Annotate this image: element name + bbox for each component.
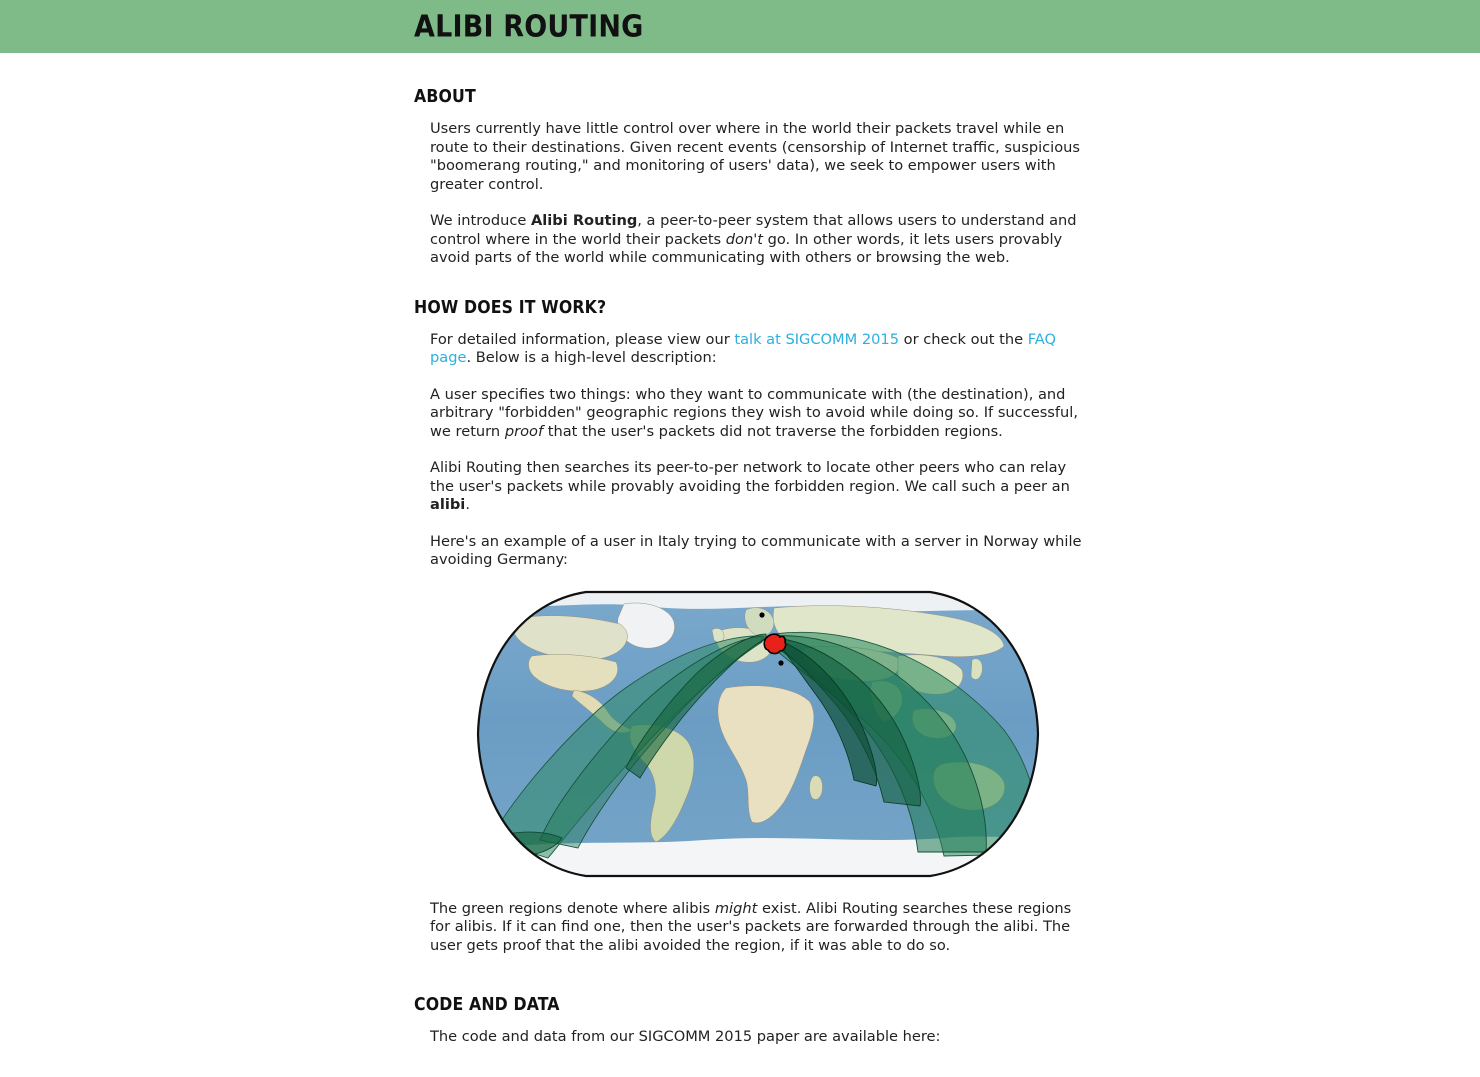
site-header bbox=[0, 0, 1480, 53]
how-p2-text-2: that the user's packets did not traverse the forbidden regions. bbox=[543, 422, 1003, 440]
content-column bbox=[414, 87, 1084, 1077]
section-code-and-data bbox=[414, 995, 1084, 1047]
how-p3-text-2: . bbox=[465, 496, 470, 513]
how-p3-bold: alibi bbox=[430, 496, 466, 513]
how-body bbox=[414, 331, 1084, 956]
how-p1-text-1: For detailed information, please view our bbox=[430, 330, 735, 348]
how-p5-text-2: exist. Alibi Routing searches these regions for alibis. If it can find one, then the user's packets are forwarded through the alibi. The user gets proof that the alibi avoided the region, if it was able to do so. bbox=[430, 899, 1072, 954]
about-p2-text-3: go. In other words, it lets users provably avoid parts of the world while communicating with others or browsing the web. bbox=[430, 230, 1063, 266]
map-ocean-layer bbox=[474, 590, 1042, 878]
how-paragraph-1 bbox=[430, 331, 1084, 368]
about-p2-italic: don't bbox=[725, 230, 763, 248]
code-paragraph-1: The code and data from our SIGCOMM 2015 paper are available here: bbox=[430, 1028, 941, 1045]
how-p1-text-3: . Below is a high-level description: bbox=[466, 349, 717, 366]
how-paragraph-5 bbox=[430, 900, 1084, 956]
how-paragraph-3 bbox=[430, 459, 1084, 515]
how-p2-italic: proof bbox=[504, 422, 544, 440]
how-paragraph-2 bbox=[430, 386, 1084, 442]
about-paragraph-2 bbox=[430, 212, 1084, 268]
how-p3-text-1: Alibi Routing then searches its peer-to-per network to locate other peers who can relay the user's packets while provably avoiding the forbidden region. We call such a peer an bbox=[430, 459, 1070, 495]
world-map-image bbox=[474, 590, 1042, 878]
alibi-region-map-figure bbox=[430, 590, 1084, 878]
about-p2-bold: Alibi Routing bbox=[530, 212, 638, 229]
about-p2-text-1: We introduce bbox=[430, 212, 531, 229]
forbidden-region-germany-marker bbox=[764, 634, 785, 653]
how-p5-italic: might bbox=[714, 899, 758, 917]
heading-about: ABOUT bbox=[414, 87, 476, 107]
about-paragraph-1: Users currently have little control over where in the world their packets travel while en route to their destinations. Given recent events (censorship of Internet traffic, suspicious "boomerang routing," and monitoring of users' data), we seek to empower users with greater control. bbox=[430, 120, 1081, 193]
source-marker-italy bbox=[778, 660, 783, 665]
how-p2-text-1: A user specifies two things: who they want to communicate with (the destination), and arbitrary "forbidden" geographic regions they wish to avoid while doing so. If successful, we return bbox=[430, 385, 1078, 440]
about-body bbox=[414, 120, 1084, 268]
heading-how-does-it-work: HOW DOES IT WORK? bbox=[414, 297, 607, 318]
section-spacer bbox=[414, 985, 1084, 995]
about-p2-text-2: , a peer-to-peer system that allows users to understand and control where in the world their packets bbox=[430, 212, 1077, 248]
heading-code-and-data: CODE AND DATA bbox=[414, 995, 560, 1015]
link-faq-page[interactable]: FAQ page bbox=[430, 330, 1056, 366]
page-title: ALIBI ROUTING bbox=[414, 9, 644, 44]
how-p5-text-1: The green regions denote where alibis bbox=[430, 899, 715, 917]
code-body bbox=[414, 1028, 1084, 1047]
how-p1-text-2: or check out the bbox=[899, 330, 1028, 348]
destination-marker-norway bbox=[759, 612, 764, 617]
link-sigcomm-talk[interactable]: talk at SIGCOMM 2015 bbox=[734, 330, 900, 348]
section-how-does-it-work bbox=[414, 298, 1084, 956]
how-paragraph-4: Here's an example of a user in Italy trying to communicate with a server in Norway while avoiding Germany: bbox=[430, 532, 1082, 568]
section-about bbox=[414, 87, 1084, 268]
